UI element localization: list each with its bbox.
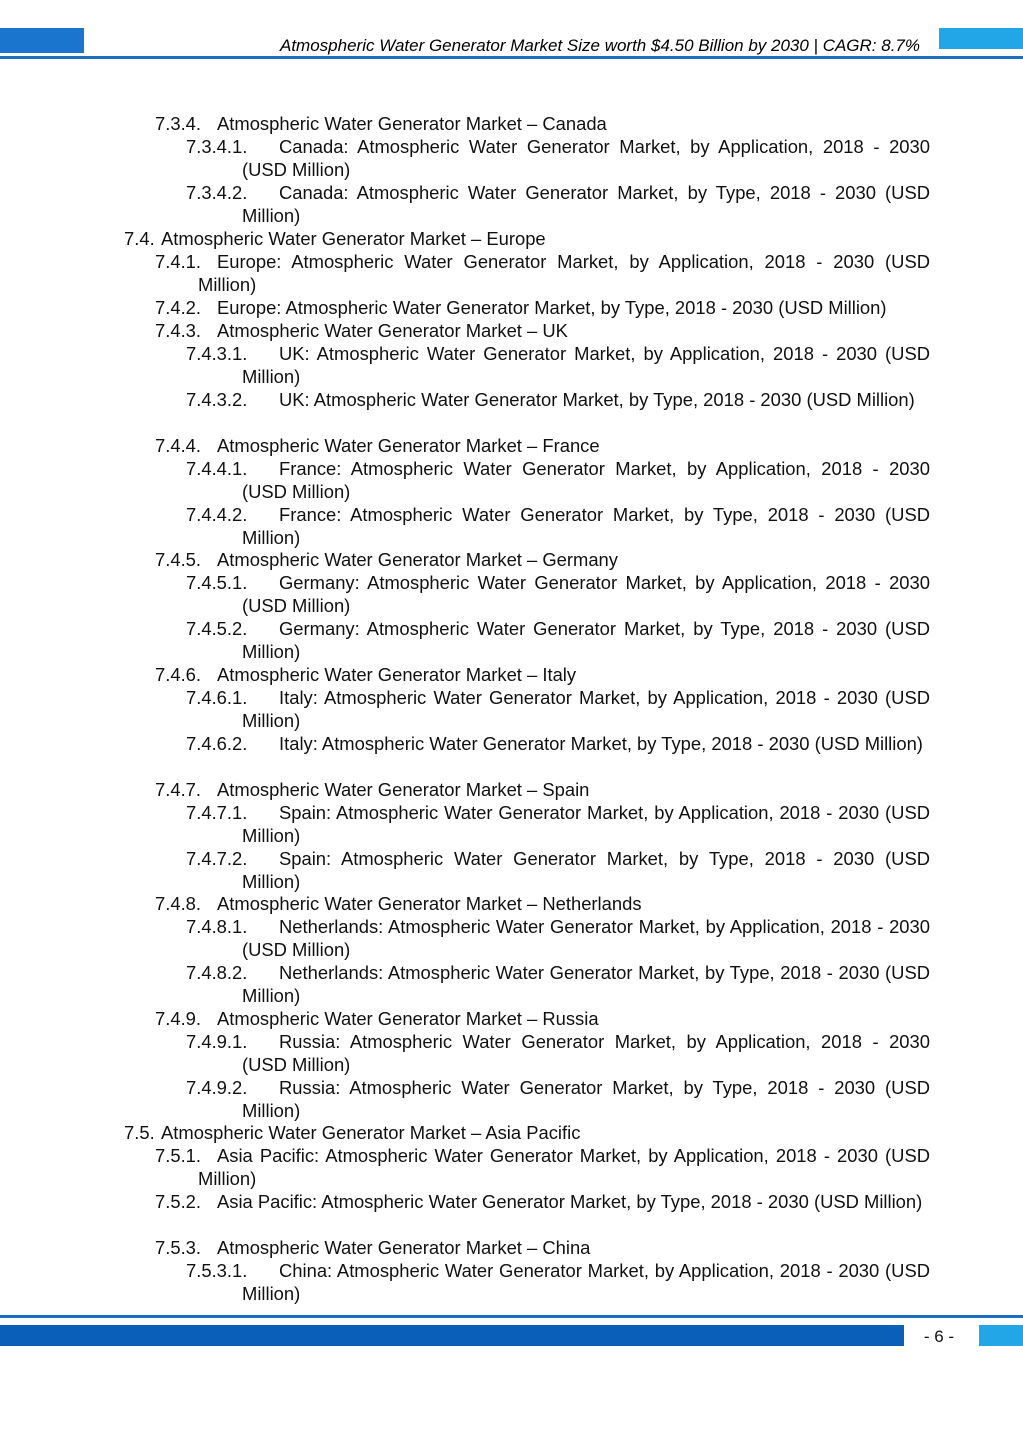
toc-entry [186,1030,930,1076]
toc-entry-text: UK: Atmospheric Water Generator Market, by Application, 2018 - 2030 (USD Million) [242,343,930,387]
toc-entry [155,434,930,457]
toc-entry [186,342,930,388]
toc-entry-text: Asia Pacific: Atmospheric Water Generator Market, by Application, 2018 - 2030 (USD Million) [198,1145,930,1189]
toc-entry-number: 7.4.3. [155,320,202,341]
toc-entry-text: Germany: Atmospheric Water Generator Market, by Type, 2018 - 2030 (USD Million) [242,618,930,662]
toc-entry [155,1144,930,1190]
header-accent-block-right [939,28,1023,49]
toc-entry [186,847,930,893]
toc-entry-text: Europe: Atmospheric Water Generator Market, by Type, 2018 - 2030 (USD Million) [217,297,887,318]
toc-entry-number: 7.4.5.1. [186,572,248,593]
toc-entry-number: 7.4.7.1. [186,802,248,823]
toc-entry-text: UK: Atmospheric Water Generator Market, by Type, 2018 - 2030 (USD Million) [279,389,915,410]
toc-entry [186,1259,930,1305]
page-number: - 6 - [923,1327,955,1346]
footer-rule [0,1315,1023,1318]
toc-entry [155,1236,930,1259]
toc-entry-text: Atmospheric Water Generator Market – Spain [217,779,590,800]
footer-bar [0,1325,904,1346]
toc-entry-number: 7.5. [124,1122,155,1143]
footer-accent-block-right [979,1325,1023,1346]
toc-entry-number: 7.4.5. [155,549,202,570]
toc-entry-text: Europe: Atmospheric Water Generator Market, by Application, 2018 - 2030 (USD Million) [198,251,930,295]
toc-entry [186,181,930,227]
toc-entry-text: Germany: Atmospheric Water Generator Market, by Application, 2018 - 2030 (USD Million) [242,572,930,616]
toc-entry-number: 7.4.9.1. [186,1031,248,1052]
toc-entry-number: 7.4.2. [155,297,202,318]
toc-entry-number: 7.4.4. [155,435,202,456]
toc-entry-number: 7.4.6.2. [186,733,248,754]
toc-entry-text: France: Atmospheric Water Generator Market, by Application, 2018 - 2030 (USD Million) [242,458,930,502]
toc-entry-text: Russia: Atmospheric Water Generator Market, by Application, 2018 - 2030 (USD Million) [242,1031,930,1075]
toc-entry [155,548,930,571]
toc-entry-number: 7.4.8. [155,893,202,914]
toc-entry-number: 7.4.3.1. [186,343,248,364]
toc-entry-text: Atmospheric Water Generator Market – Italy [217,664,577,685]
toc-entry-text: France: Atmospheric Water Generator Market, by Type, 2018 - 2030 (USD Million) [242,504,930,548]
toc-entry [155,296,930,319]
toc-entry [186,686,930,732]
header-rule [0,56,1023,59]
toc-entry-number: 7.5.3. [155,1237,202,1258]
toc-entry [124,1121,930,1144]
toc-entry [186,801,930,847]
page-header-title: Atmospheric Water Generator Market Size worth $4.50 Billion by 2030 | CAGR: 8.7% [280,36,920,55]
toc-entry-number: 7.4.7.2. [186,848,248,869]
toc-entry-number: 7.4.7. [155,779,202,800]
toc-entry-text: Netherlands: Atmospheric Water Generator Market, by Application, 2018 - 2030 (USD Million) [242,916,930,960]
toc-entry-text: Atmospheric Water Generator Market – Netherlands [217,893,642,914]
toc-entry [186,135,930,181]
toc-entry [186,388,930,411]
toc-entry-text: Italy: Atmospheric Water Generator Market, by Application, 2018 - 2030 (USD Million) [242,687,930,731]
toc-entry-text: Atmospheric Water Generator Market – China [217,1237,591,1258]
toc-entry [186,617,930,663]
toc-entry [186,503,930,549]
toc-entry-number: 7.4.6.1. [186,687,248,708]
toc-entry-number: 7.3.4.1. [186,136,248,157]
toc-entry [124,227,930,250]
toc-entry [186,961,930,1007]
toc-entry-text: Atmospheric Water Generator Market – Germany [217,549,618,570]
toc-entry [155,778,930,801]
toc-entry-text: Canada: Atmospheric Water Generator Market, by Application, 2018 - 2030 (USD Million) [242,136,930,180]
toc-entry [186,732,930,755]
toc-entry-number: 7.3.4. [155,113,202,134]
toc-entry-text: Canada: Atmospheric Water Generator Market, by Type, 2018 - 2030 (USD Million) [242,182,930,226]
toc-entry-number: 7.5.1. [155,1145,202,1166]
toc-entry [155,1007,930,1030]
toc-entry-number: 7.4.9. [155,1008,202,1029]
toc-entry-number: 7.4.9.2. [186,1077,248,1098]
toc-entry-text: Atmospheric Water Generator Market – Asia Pacific [161,1122,581,1143]
toc-entry [186,457,930,503]
toc-entry-number: 7.3.4.2. [186,182,248,203]
toc-entry [155,319,930,342]
toc-entry-text: Asia Pacific: Atmospheric Water Generator Market, by Type, 2018 - 2030 (USD Million) [217,1191,923,1212]
toc-entry-number: 7.4.4.1. [186,458,248,479]
toc-entry-number: 7.4.4.2. [186,504,248,525]
toc-entry-number: 7.4. [124,228,155,249]
toc-entry-number: 7.4.6. [155,664,202,685]
toc-entry-text: Atmospheric Water Generator Market – Russia [217,1008,599,1029]
toc-entry-text: Spain: Atmospheric Water Generator Market, by Application, 2018 - 2030 (USD Million) [242,802,930,846]
toc-entry [186,915,930,961]
toc-entry [155,1190,930,1213]
toc-entry [155,663,930,686]
toc-entry [155,250,930,296]
toc-entry [155,892,930,915]
toc-entry [155,112,930,135]
toc-entry-text: Spain: Atmospheric Water Generator Market, by Type, 2018 - 2030 (USD Million) [242,848,930,892]
toc-entry-text: Netherlands: Atmospheric Water Generator Market, by Type, 2018 - 2030 (USD Million) [242,962,930,1006]
toc-entry-text: Atmospheric Water Generator Market – France [217,435,600,456]
toc-entry-text: Atmospheric Water Generator Market – Europe [161,228,546,249]
toc-entry-text: Atmospheric Water Generator Market – Canada [217,113,607,134]
toc-entry-text: Atmospheric Water Generator Market – UK [217,320,568,341]
toc-entry-text: Italy: Atmospheric Water Generator Market, by Type, 2018 - 2030 (USD Million) [279,733,923,754]
toc-entry-text: Russia: Atmospheric Water Generator Market, by Type, 2018 - 2030 (USD Million) [242,1077,930,1121]
toc-entry-number: 7.4.3.2. [186,389,248,410]
toc-entry-number: 7.4.8.1. [186,916,248,937]
toc-entry-number: 7.5.2. [155,1191,202,1212]
toc-entry-number: 7.4.1. [155,251,202,272]
toc-entry [186,1076,930,1122]
toc-entry-text: China: Atmospheric Water Generator Market, by Application, 2018 - 2030 (USD Million) [242,1260,930,1304]
toc-entry-number: 7.4.5.2. [186,618,248,639]
toc-entry-number: 7.5.3.1. [186,1260,248,1281]
toc-entry [186,571,930,617]
toc-entry-number: 7.4.8.2. [186,962,248,983]
